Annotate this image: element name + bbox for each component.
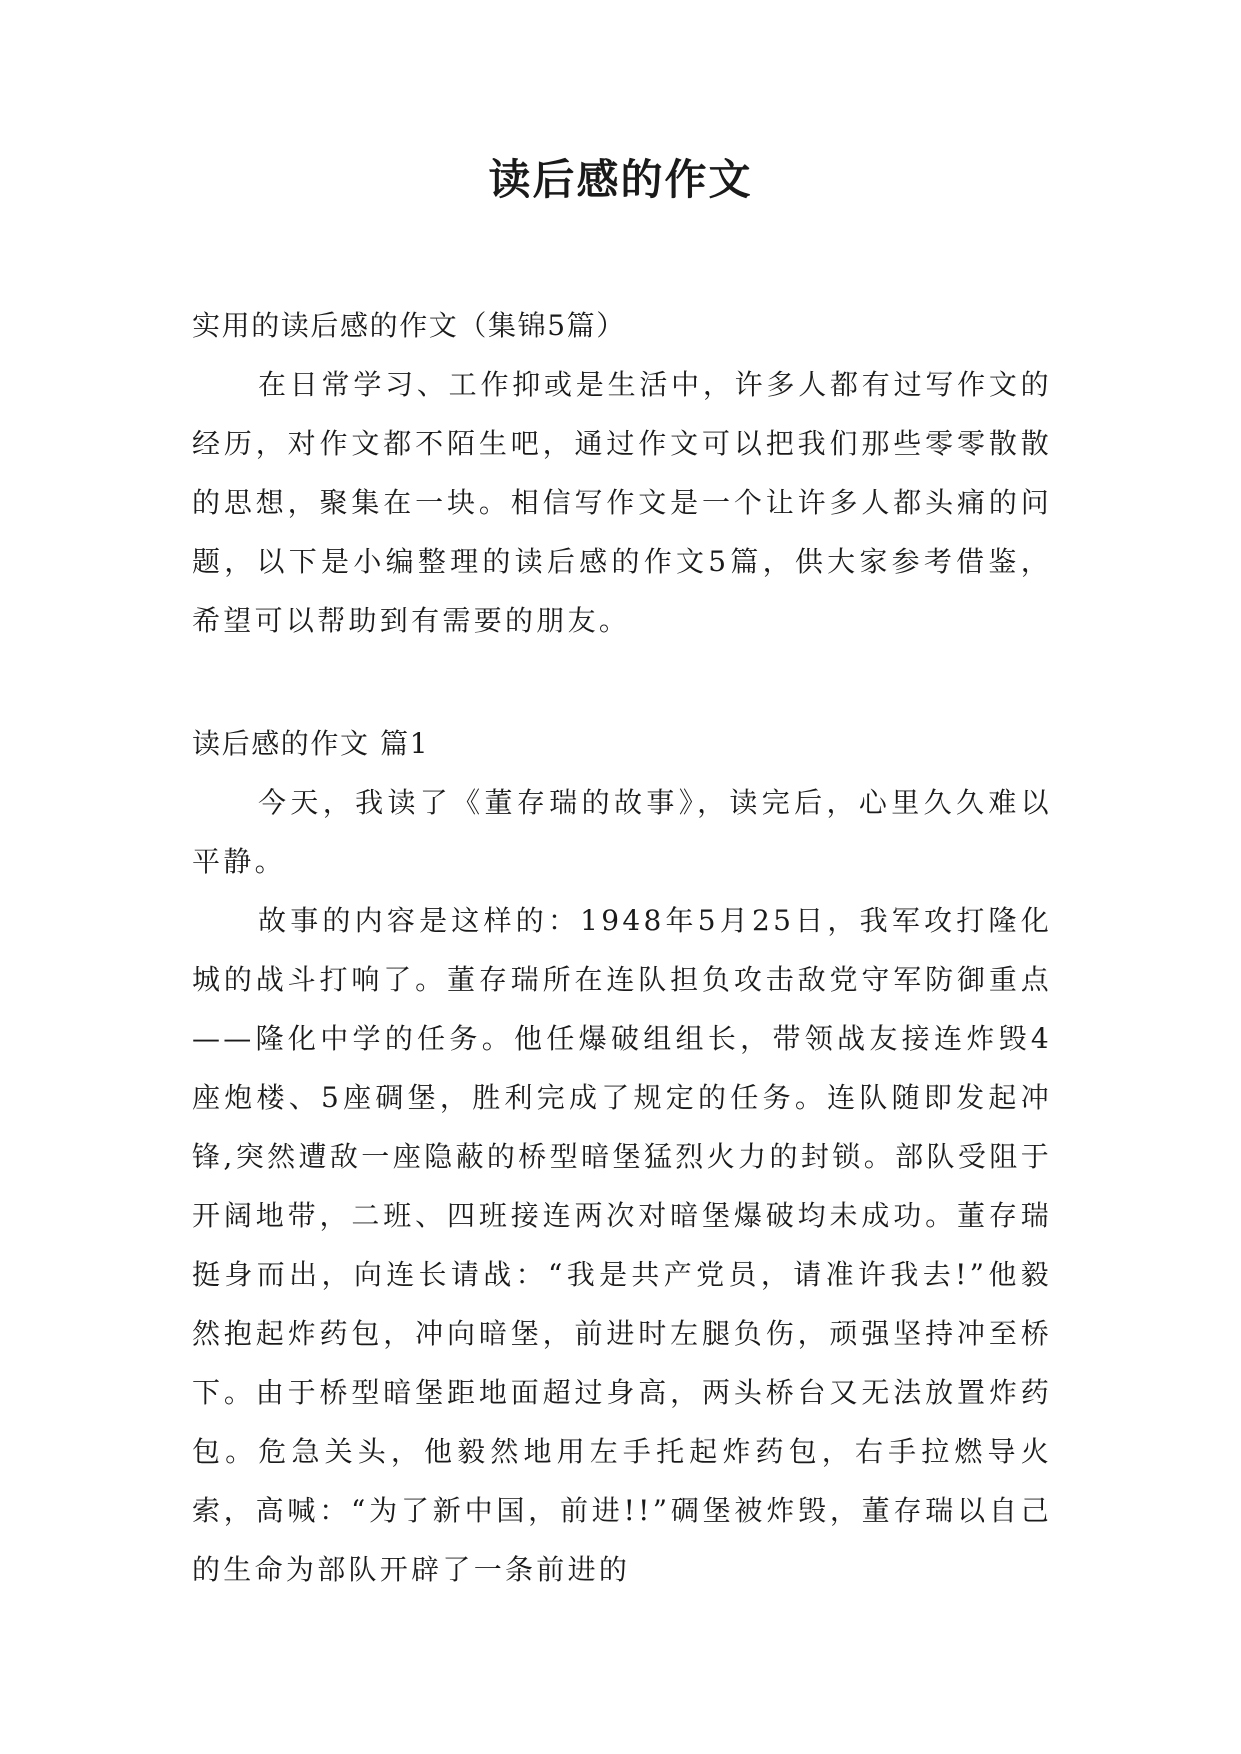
section-heading: 读后感的作文 篇1 bbox=[192, 727, 430, 760]
body-paragraph: 今天，我读了《董存瑞的故事》，读完后，心里久久难以平静。 bbox=[192, 786, 1052, 878]
document-title: 读后感的作文 bbox=[488, 155, 753, 204]
document-subtitle: 实用的读后感的作文（集锦5篇） bbox=[192, 309, 626, 342]
section-spacer bbox=[192, 650, 1052, 714]
body-paragraph: 故事的内容是这样的：1948年5月25日，我军攻打隆化城的战斗打响了。董存瑞所在连队担负攻击敌党守军防御重点——隆化中学的任务。他任爆破组组长，带领战友接连炸毁4座炮楼、5座碉堡，胜利完成了规定的任务。连队随即发起冲锋,突然遭敌一座隐蔽的桥型暗堡猛烈火力的封锁。部队受阻于开阔地带，二班、四班接连两次对暗堡爆破均未成功。董存瑞挺身而出，向连长请战：“我是共产党员，请准许我去!”他毅然抱起炸药包，冲向暗堡，前进时左腿负伤，顽强坚持冲至桥下。由于桥型暗堡距地面超过身高，两头桥台又无法放置炸药包。危急关头，他毅然地用左手托起炸药包，右手拉燃导火索，高喊：“为了新中国，前进!!”碉堡被炸毁，董存瑞以自己的生命为部队开辟了一条前进的 bbox=[192, 904, 1052, 1586]
document-body bbox=[192, 296, 1052, 1599]
intro-paragraph: 在日常学习、工作抑或是生活中，许多人都有过写作文的经历，对作文都不陌生吧，通过作文可以把我们那些零零散散的思想，聚集在一块。相信写作文是一个让许多人都头痛的问题，以下是小编整理的读后感的作文5篇，供大家参考借鉴，希望可以帮助到有需要的朋友。 bbox=[192, 368, 1052, 637]
